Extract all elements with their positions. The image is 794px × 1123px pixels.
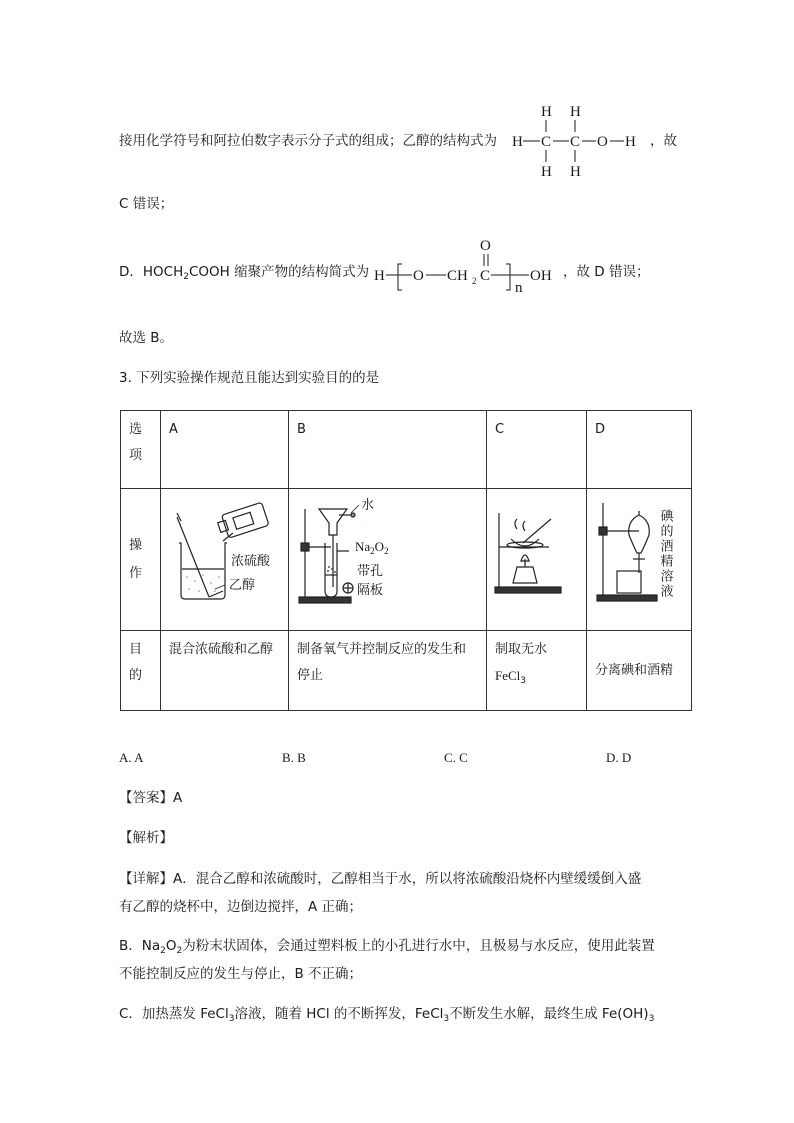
evaporating-dish-icon <box>489 491 583 611</box>
ethanol-structural-formula <box>512 100 652 180</box>
detail-b-sub2: 2 <box>176 946 183 956</box>
para3-suffix <box>563 262 649 282</box>
para4-text: 故选 B。 <box>119 330 174 346</box>
header-c: C <box>487 411 587 489</box>
option-c: C. C <box>444 750 468 765</box>
detail-b-line2: 不能控制反应的发生与停止，B 不正确； <box>119 966 363 982</box>
detail-a-line1: 【详解】A．混合乙醇和浓硫酸时，乙醇相当于水，所以将浓硫酸沿烧杯内壁缓缓倒入盛 <box>119 871 642 887</box>
goal-c-formula: FeCl <box>495 668 521 683</box>
table-row-operation <box>121 489 692 631</box>
ethanol-o: O <box>597 134 608 150</box>
para3-middle: COOH 缩聚产物的结构简式为 <box>189 264 370 280</box>
polymer-h: H <box>374 268 385 284</box>
ethanol-h-top-2: H <box>570 104 581 120</box>
ethanol-h-bottom-1: H <box>541 164 552 180</box>
ethanol-h-right: H <box>625 134 636 150</box>
para-ethanol-structure <box>119 131 497 151</box>
row-operation-label: 操作 <box>121 489 161 631</box>
gas-generator-icon <box>291 491 481 611</box>
label-iodine-alcohol: 碘的酒精溶液 <box>657 509 673 599</box>
ethanol-h-left: H <box>512 134 523 150</box>
para-polymer <box>119 262 369 287</box>
label-perforated-plate-2: 隔板 <box>357 583 384 598</box>
para4 <box>119 328 173 348</box>
option-b: B. B <box>282 750 306 765</box>
detail-b-line1 <box>119 936 655 961</box>
detail-b-rest: 为粉末状固体，会通过塑料板上的小孔进行水中，且极易与水反应，使用此装置 <box>182 938 655 954</box>
detail-c-mid: 溶液，随着 HCl 的不断挥发，FeCl <box>234 1006 444 1022</box>
polymer-carbonyl-o: O <box>480 238 491 254</box>
option-a: A. A <box>119 750 144 765</box>
header-b: B <box>289 411 487 489</box>
apparatus-b <box>289 489 487 631</box>
ethanol-c1: C <box>541 134 552 150</box>
separatory-funnel-icon <box>589 491 688 611</box>
para2-text: C 错误； <box>119 196 174 212</box>
goal-c <box>487 631 587 711</box>
goal-a: 混合浓硫酸和乙醇 <box>161 631 289 711</box>
polymer-ch2-sub: 2 <box>472 276 477 286</box>
detail-a-line2: 有乙醇的烧杯中，边倒边搅拌，A 正确； <box>119 899 363 915</box>
polymer-c: C <box>480 268 491 284</box>
label-na2o2: $Na_2O_2$ <box>355 539 389 556</box>
detail-b-sub1: 2 <box>160 946 166 956</box>
analysis-heading: 【解析】 <box>119 830 173 846</box>
goal-c-prefix: 制取无水 <box>495 642 548 657</box>
ethanol-c2: C <box>570 134 581 150</box>
detail-c-sub1: 3 <box>228 1014 235 1024</box>
detail-c-sub3: 3 <box>648 1014 655 1024</box>
apparatus-c <box>487 489 587 631</box>
label-ethanol: 乙醇 <box>229 578 256 593</box>
option-d: D. D <box>606 750 632 765</box>
apparatus-d <box>587 489 692 631</box>
detail-b-o: O <box>165 938 177 954</box>
ethanol-h-bottom-2: H <box>570 164 581 180</box>
question-3-text: 3. 下列实验操作规范且能达到实验目的的是 <box>119 370 380 386</box>
goal-b: 制备氧气并控制反应的发生和停止 <box>289 631 487 711</box>
apparatus-a <box>161 489 289 631</box>
detail-c-sub2: 3 <box>443 1014 450 1024</box>
answer: 【答案】A <box>119 790 183 806</box>
para1-suffix <box>650 131 677 151</box>
polymer-n: n <box>515 280 523 296</box>
detail-b-prefix: B．Na <box>119 938 161 954</box>
polymer-structural-formula <box>372 234 564 300</box>
polymer-ch2: CH <box>447 268 468 284</box>
para2 <box>119 194 173 214</box>
experiment-table <box>120 410 692 711</box>
polymer-oh: OH <box>530 268 552 284</box>
header-d: D <box>587 411 692 489</box>
goal-d: 分离碘和酒精 <box>587 631 692 711</box>
header-a: A <box>161 411 289 489</box>
polymer-o: O <box>413 268 424 284</box>
label-water: 水 <box>361 498 375 513</box>
detail-c-rest: 不断发生水解，最终生成 Fe(OH) <box>449 1006 649 1022</box>
para3-sub: 2 <box>183 272 189 282</box>
detail-c-line1 <box>119 1004 654 1029</box>
para1-suffix-text: ，故 <box>650 133 677 149</box>
row-goal-label: 目的 <box>121 631 161 711</box>
para3-prefix: D．HOCH <box>119 264 184 280</box>
table-row-header <box>121 411 692 489</box>
para1-prefix: 接用化学符号和阿拉伯数字表示分子式的组成；乙醇的结构式为 <box>119 133 497 149</box>
header-option: 选项 <box>121 411 161 489</box>
question-3 <box>119 368 379 388</box>
detail-c-prefix: C．加热蒸发 FeCl <box>119 1006 229 1022</box>
beaker-pouring-icon <box>163 491 285 611</box>
table-row-goal <box>121 631 692 711</box>
goal-c-sub: 3 <box>520 676 527 686</box>
label-perforated-plate-1: 带孔 <box>357 564 384 579</box>
ethanol-h-top-1: H <box>541 104 552 120</box>
para3-suffix-text: ，故 D 错误； <box>563 264 650 280</box>
label-concentrated-acid: 浓硫酸 <box>231 554 271 569</box>
